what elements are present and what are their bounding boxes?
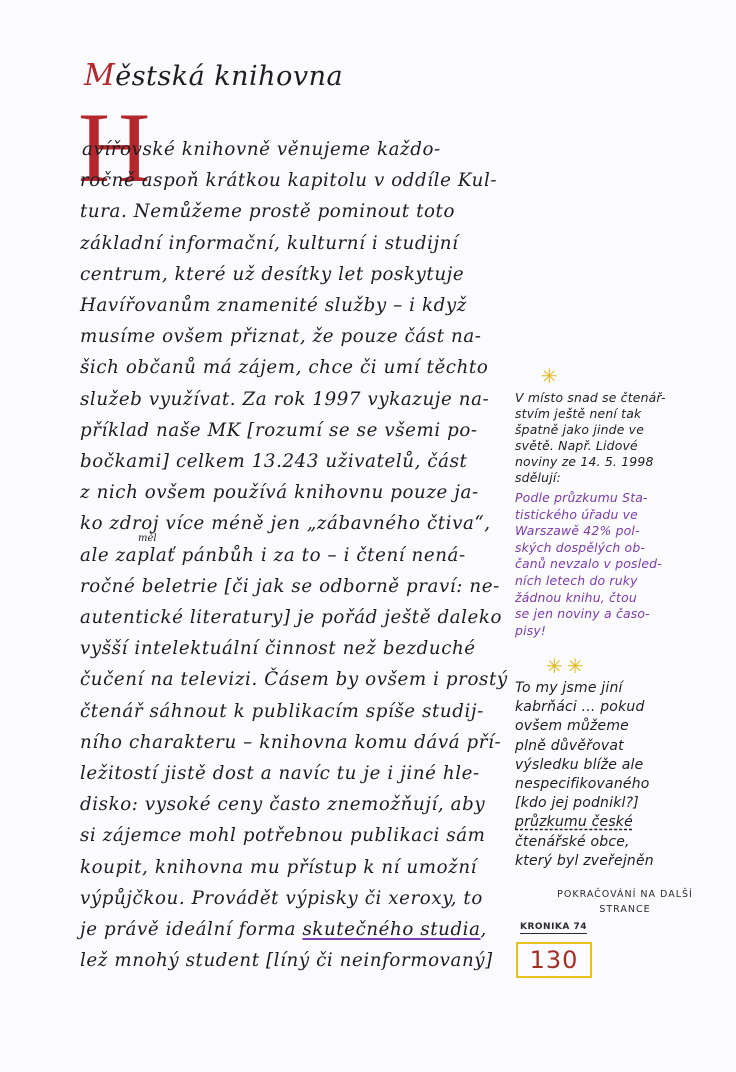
star-two-icon: ✳✳ [546, 654, 588, 678]
side-note-line: světě. Např. Lidové [515, 438, 638, 453]
body-line: lež mnohý student [líný či neinformovaný] [80, 950, 493, 972]
body-line: čtenář sáhnout k publikacím spíše studij- [80, 700, 484, 722]
body-line: ročné beletrie [či jak se odborně praví: ne- [80, 575, 500, 597]
side-note-line: průzkumu české [515, 814, 633, 831]
side-note-quote-line: žádnou knihu, čtou [515, 589, 637, 605]
side-note-quote-line: Podle průzkumu Sta- [515, 490, 648, 505]
side-note-quote-line: ních letech do ruky [515, 573, 638, 588]
side-note-quote-line: ských dospělých ob- [515, 539, 646, 555]
body-line: centrum, které už desítky let poskytuje [80, 263, 465, 285]
body-line: disko: vysoké ceny často znemožňují, aby [80, 794, 486, 816]
body-line: autentické literatury] je pořád ještě daleko [80, 607, 503, 628]
body-line: tura. Nemůžeme prostě pominout toto [80, 201, 456, 223]
body-line: šich občanů má zájem, chce či umí těchto [80, 357, 489, 379]
body-line: služeb využívat. Za rok 1997 vykazuje na- [80, 388, 490, 410]
chronicle-label: KRONIKA 74 [520, 922, 588, 932]
continued-note: POKRAČOVÁNÍ NA DALŠÍ STRANCE [557, 889, 693, 915]
underlined-phrase: skutečného studia [302, 919, 481, 940]
body-line: Havířovanům znamenité služby – i když [80, 295, 467, 316]
title-initial: M [84, 58, 116, 93]
side-note-quote-line: Warszawě 42% pol- [515, 523, 640, 539]
side-note-line: plně důvěřovat [515, 737, 624, 754]
body-line: bočkami] celkem 13.243 uživatelů, část [80, 451, 468, 472]
page-number: 130 [516, 942, 592, 978]
body-line: čučení na televizi. Čásem by ovšem i prostý [80, 669, 508, 691]
side-note-quote-line: tistického úřadu ve [515, 506, 638, 522]
side-note-line: stvím ještě není tak [515, 406, 642, 421]
body-line: ale zaplať pánbůh i za to – i čtení nená- [80, 544, 466, 566]
title-rest: ěstská knihovna [115, 61, 344, 92]
body-line: výpůjčkou. Provádět výpisky či xeroxy, to [80, 887, 483, 909]
side-note-line: nespecifikovaného [515, 776, 650, 792]
body-line: musíme ovšem přiznat, že pouze část na- [80, 326, 482, 348]
body-line: koupit, knihovna mu přístup k ní umožní [80, 856, 478, 878]
body-line-text: je právě ideální forma [80, 919, 297, 940]
body-line: příklad naše MK [rozumí se se všemi po- [80, 419, 478, 441]
body-line: vyšší intelektuální činnost než bezduché [80, 638, 476, 660]
side-note-line: ovšem můžeme [515, 718, 629, 735]
body-line [80, 919, 487, 940]
body-line: avířovské knihovně věnujeme každo- [82, 139, 441, 160]
drop-cap: H [78, 92, 151, 203]
body-line: ního charakteru – knihovna komu dává pří- [80, 731, 502, 753]
side-note-line: sdělují: [515, 470, 561, 485]
body-line: ko zdroj více méně jen „zábavného čtiva“, [80, 513, 491, 535]
side-note-quote-line: se jen noviny a časo- [515, 606, 650, 622]
side-note-line: V místo snad se čtenář- [515, 390, 666, 405]
side-note-line: kabrňáci ... pokud [515, 699, 645, 716]
side-note-line: noviny ze 14. 5. 1998 [515, 454, 654, 469]
star-one-icon: ✳ [541, 364, 558, 388]
body-line: ležitostí jistě dost a navíc tu je i jiné hle- [80, 763, 480, 784]
body-line: z nich ovšem používá knihovnu pouze ja- [80, 482, 479, 504]
body-line-tail: , [480, 919, 487, 940]
side-note-line: špatně jako jinde ve [515, 422, 645, 437]
side-note-quote-line: pisy! [515, 622, 547, 638]
side-note-quote-line: čanů nevzalo v posled- [515, 556, 662, 572]
body-line: ročně aspoň krátkou kapitolu v oddíle Kul- [80, 170, 498, 192]
side-note-line: To my jsme jiní [515, 680, 623, 696]
side-note-line: výsledku blíže ale [515, 756, 644, 773]
interlinear-note: měl [138, 533, 157, 544]
side-note-line: čtenářské obce, [515, 833, 630, 850]
page-title [84, 58, 343, 93]
side-note-line: který byl zveřejněn [515, 852, 654, 869]
side-note-line: [kdo jej podnikl?] [515, 795, 639, 812]
body-line: základní informační, kulturní i studijní [80, 232, 459, 254]
body-line: si zájemce mohl potřebnou publikaci sám [80, 825, 486, 847]
